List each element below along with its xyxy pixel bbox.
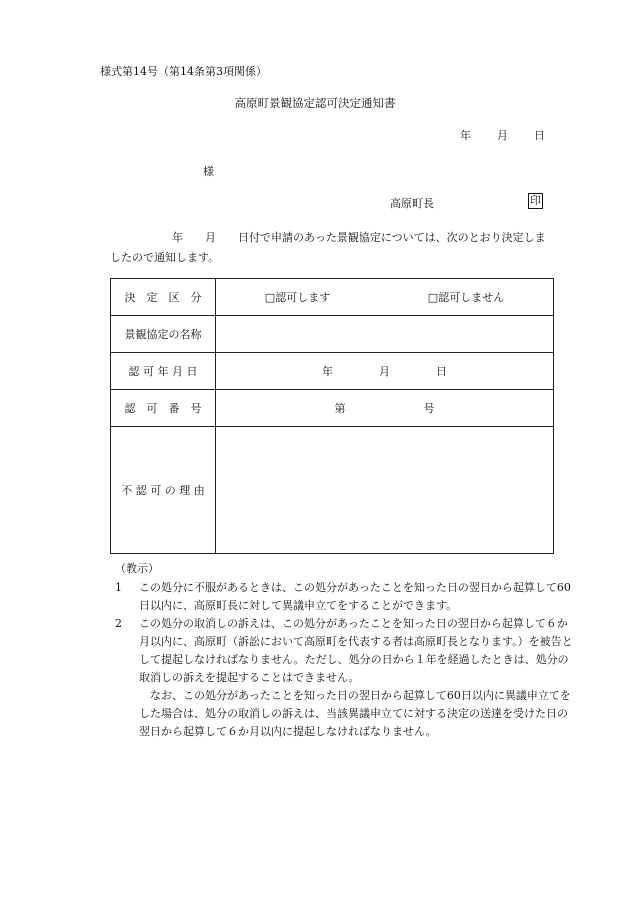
- agreement-name-value[interactable]: [216, 316, 554, 353]
- note-text-2-continuation: なお、この処分があったことを知った日の翌日から起算して60日以内に異議申立てをした場合は、処分の取消しの訴えは、当該異議申立てに対する決定の送達を受けた日の翌日から起算して６か月以内に提起しなければなりません。: [139, 689, 571, 738]
- note-number-2: 2: [115, 617, 122, 630]
- approval-year: 年: [322, 365, 333, 378]
- note-item-2-continuation: [115, 687, 575, 741]
- rejection-reason-value[interactable]: [216, 427, 554, 554]
- reject-checkbox[interactable]: □認可しません: [427, 291, 505, 304]
- table-row: [111, 279, 554, 316]
- table-row: [111, 427, 554, 554]
- notes-section: [115, 560, 575, 741]
- rejection-reason-label: 不 認 可 の 理 由: [111, 427, 216, 554]
- date-day: 日: [534, 129, 545, 142]
- note-item-2: [115, 615, 575, 687]
- notes-heading: （教示）: [115, 562, 159, 575]
- form-number: 様式第14号（第14条第3項関係）: [100, 65, 267, 78]
- agreement-name-label: 景観協定の名称: [111, 316, 216, 353]
- table-row: [111, 353, 554, 390]
- approval-number-value[interactable]: [216, 390, 554, 427]
- note-number-1: 1: [115, 581, 122, 594]
- addressee-suffix: 様: [203, 165, 214, 178]
- approval-date-value[interactable]: [216, 353, 554, 390]
- issuer-name: 高原町長: [390, 197, 434, 210]
- approval-number-suffix: 号: [423, 402, 435, 415]
- body-line-1: 年 月 日付で申請のあった景観協定については、次のとおり決定しま: [172, 231, 546, 244]
- approval-number-label: 認 可 番 号: [111, 390, 216, 427]
- body-text: [110, 228, 580, 268]
- note-text-1: この処分に不服があるときは、この処分があったことを知った日の翌日から起算して60日以内に、高原町長に対して異議申立てをすることができます。: [139, 581, 571, 612]
- date-line: [460, 127, 545, 143]
- approval-number-prefix: 第: [334, 402, 346, 415]
- document-title: 高原町景観協定認可決定通知書: [234, 96, 396, 110]
- approval-day: 日: [436, 365, 447, 378]
- approval-date-label: 認 可 年 月 日: [111, 353, 216, 390]
- approve-checkbox[interactable]: □認可します: [264, 291, 331, 304]
- decision-label: 決 定 区 分: [111, 279, 216, 316]
- seal-mark: 印: [530, 194, 541, 207]
- decision-options: [216, 279, 554, 316]
- approval-month: 月: [379, 365, 390, 378]
- decision-table: [110, 278, 554, 554]
- table-row: [111, 390, 554, 427]
- note-text-2: この処分の取消しの訴えは、この処分があったことを知った日の翌日から起算して６か月以内に、高原町（訴訟において高原町を代表する者は高原町長となります。）を被告として提起しなければなりません。ただし、処分の日から１年を経過したときは、処分の取消しの訴えを提起することはできません。: [139, 617, 573, 684]
- note-item-1: [115, 579, 575, 615]
- table-row: [111, 316, 554, 353]
- date-month: 月: [497, 129, 508, 142]
- date-year: 年: [460, 129, 471, 142]
- body-line-2: したので通知します。: [110, 251, 220, 264]
